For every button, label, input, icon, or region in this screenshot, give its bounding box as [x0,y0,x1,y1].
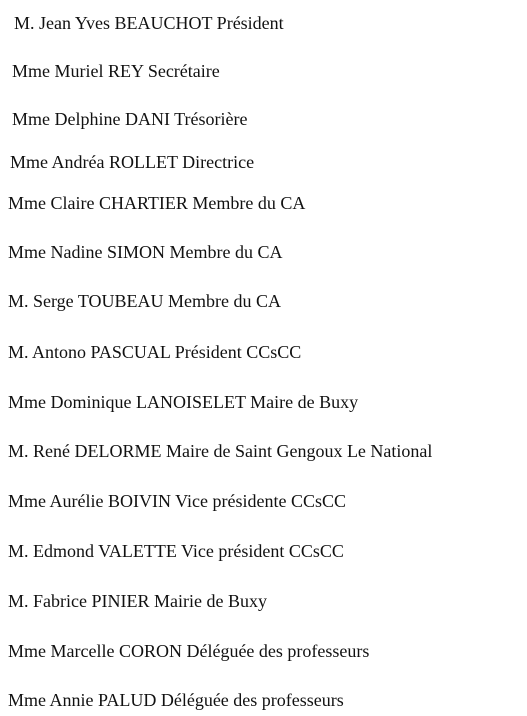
member-line: M. Fabrice PINIER Mairie de Buxy [8,591,267,611]
member-line: M. René DELORME Maire de Saint Gengoux Le National [8,441,433,461]
member-line: Mme Dominique LANOISELET Maire de Buxy [8,392,359,412]
member-line: Mme Nadine SIMON Membre du CA [8,242,283,262]
member-line: Mme Muriel REY Secrétaire [12,61,220,81]
member-line: M. Jean Yves BEAUCHOT Président [14,13,284,33]
member-line: M. Serge TOUBEAU Membre du CA [8,291,281,311]
member-line: Mme Claire CHARTIER Membre du CA [8,193,306,213]
member-line: Mme Annie PALUD Déléguée des professeurs [8,690,344,710]
member-line: Mme Andréa ROLLET Directrice [10,152,255,172]
member-line: Mme Aurélie BOIVIN Vice présidente CCsCC [8,491,347,511]
member-line: Mme Delphine DANI Trésorière [12,109,248,129]
member-line: M. Antono PASCUAL Président CCsCC [8,342,302,362]
member-line: Mme Marcelle CORON Déléguée des professeurs [8,641,370,661]
member-line: M. Edmond VALETTE Vice président CCsCC [8,541,344,561]
